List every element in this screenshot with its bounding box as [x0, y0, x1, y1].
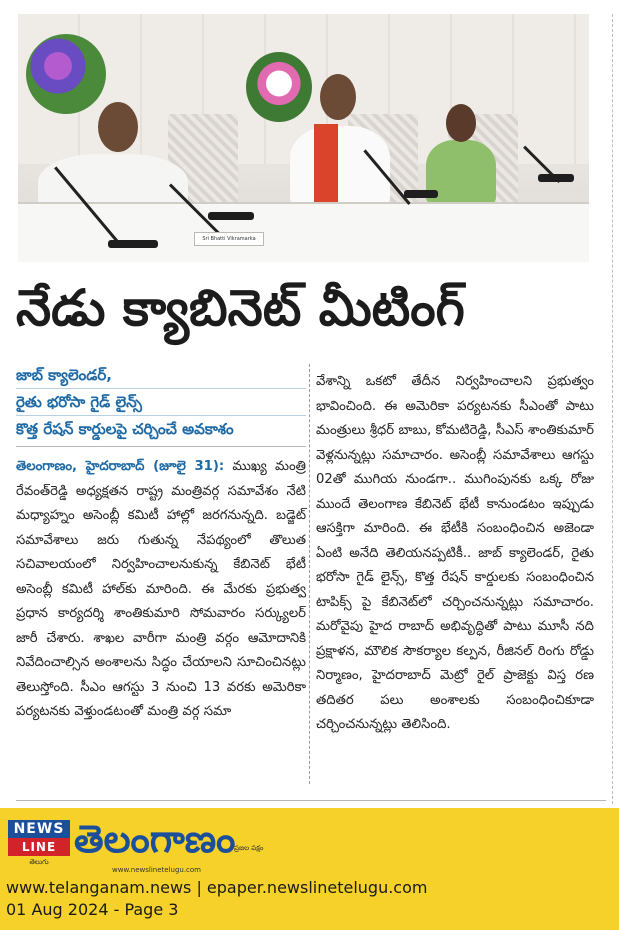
person-right-head: [446, 104, 476, 142]
article-column-left: [16, 362, 306, 725]
nameplate: Sri Bhatti Vikramarka: [194, 232, 264, 246]
person-left-head: [98, 102, 138, 152]
article-body-right: వేశాన్ని ఒకటో తేదీన నిర్వహించాలని ప్రభుత్వం భావించింది. ఈ అమెరికా పర్యటనకు సీఎంతో పాటు మంత్రులు శ్రీధర్ బాబు, కోమటిరెడ్డి, సీఎస్ శాంతికుమార్ వెళ్లనున్నట్లు సమాచారం. అసెంబ్లీ సమావేశాలు ఆగస్టు 02తో ముగియ నుండగా.. ముగింపునకు ఒక్క రోజు ముందే తెలంగాణ కేబినెట్ భేటీ కానుండటం ఇప్పుడు ఆసక్తిగా మారింది. ఈ భేటీకి సంబంధించిన అజెండా ఏంటి అనేది తెలియనప్పటికీ.. జాబ్ క్యాలెండర్, రైతు భరోసా గైడ్ లైన్స్, కొత్త రేషన్ కార్డులకు సంబంధించిన టాపిక్స్ పై కేబినెట్‌లో చర్చించనున్నట్లు సమాచారం. మరోవైపు హైద రాబాద్ అభివృద్ధితో పాటు మూసీ నది ప్రక్షాళన, మౌలిక సౌకర్యాల కల్పన, రీజినల్ రింగు రోడ్డు నిర్మాణం, హైదరాబాద్ మెట్రో రైల్ ప్రాజెక్టు విస్త రణ తదితర పలు అంశాలకు సంబంధించికూడా చర్చించనున్నట్లు తెలిసింది.: [316, 374, 594, 732]
person-center-scarf: [314, 124, 338, 204]
column-divider: [309, 364, 310, 784]
logo-news-text: NEWS: [8, 820, 70, 838]
logo-line-text: LINE: [8, 838, 70, 856]
person-center-head: [320, 74, 356, 120]
mic-base: [108, 240, 158, 248]
meeting-table: [18, 202, 589, 262]
mic-base: [538, 174, 574, 182]
mic-base: [404, 190, 438, 198]
subheading-1: జాబ్ క్యాలెండర్,: [16, 362, 306, 389]
article-body-left: [16, 455, 306, 725]
newsline-logo: [8, 820, 70, 866]
flower-vase-left: [26, 34, 106, 114]
footer-date-page: 01 Aug 2024 - Page 3: [6, 900, 179, 919]
article-body-left-text: ముఖ్య మంత్రి రేవంత్‌రెడ్డి అధ్యక్షతన రాష్ట్ర మంత్రివర్గ సమావేశం నేటి మధ్యాహ్నం అసెంబ్లీ కమిటీ హాల్లో జరగనున్నది. బడ్జెట్ సమావేశాలు జరు గుతున్న నేపథ్యంలో తొలుత సచివాలయంలో నిర్వహించాలనుకున్న కేబినెట్ భేటీ అసెంబ్లీ కమిటీ హాల్‌కు మారింది. ఈ మేరకు ప్రభుత్వ ప్రధాన కార్యదర్శి శాంతికుమారి సోమవారం సర్క్యులర్ జారీ చేశారు. శాఖల వారీగా మంత్రి వర్గం ఆమోదానికి నివేదించాల్సిన అంశాలను సిద్ధం చేయాలని సూచించినట్లు తెలుస్తోంది. సీఎం ఆగస్టు 3 నుంచి 13 వరకు అమెరికా పర్యటనకు వెళ్తుండటంతో మంత్రి వర్గ సమా: [16, 459, 306, 719]
mic-base: [208, 212, 254, 220]
page-edge-divider: [612, 14, 613, 804]
telanganam-brand: తెలంగాణం: [74, 817, 236, 861]
subheading-divider: [16, 446, 306, 447]
subheading-2: రైతు భరోసా గైడ్ లైన్స్: [16, 389, 306, 416]
dateline: తెలంగాణం, హైదరాబాద్ (జూలై 31):: [16, 459, 225, 474]
subheading-3: కొత్త రేషన్ కార్డులపై చర్చించే అవకాశం: [16, 420, 234, 438]
page-headline: నేడు క్యాబినెట్ మీటింగ్: [16, 279, 465, 337]
article-column-right: [316, 370, 594, 738]
flower-vase-center: [246, 52, 312, 122]
footer-bar: [0, 808, 619, 930]
brand-url: www.newslinetelugu.com: [112, 866, 201, 874]
footer-site-links: www.telanganam.news | epaper.newslinetelugu.com: [6, 878, 428, 897]
brand-tagline: ప్రజల పక్షం: [234, 844, 264, 852]
meeting-photo: [18, 14, 589, 262]
article-bottom-rule: [16, 800, 606, 801]
logo-tag: తెలుగు: [29, 858, 49, 866]
